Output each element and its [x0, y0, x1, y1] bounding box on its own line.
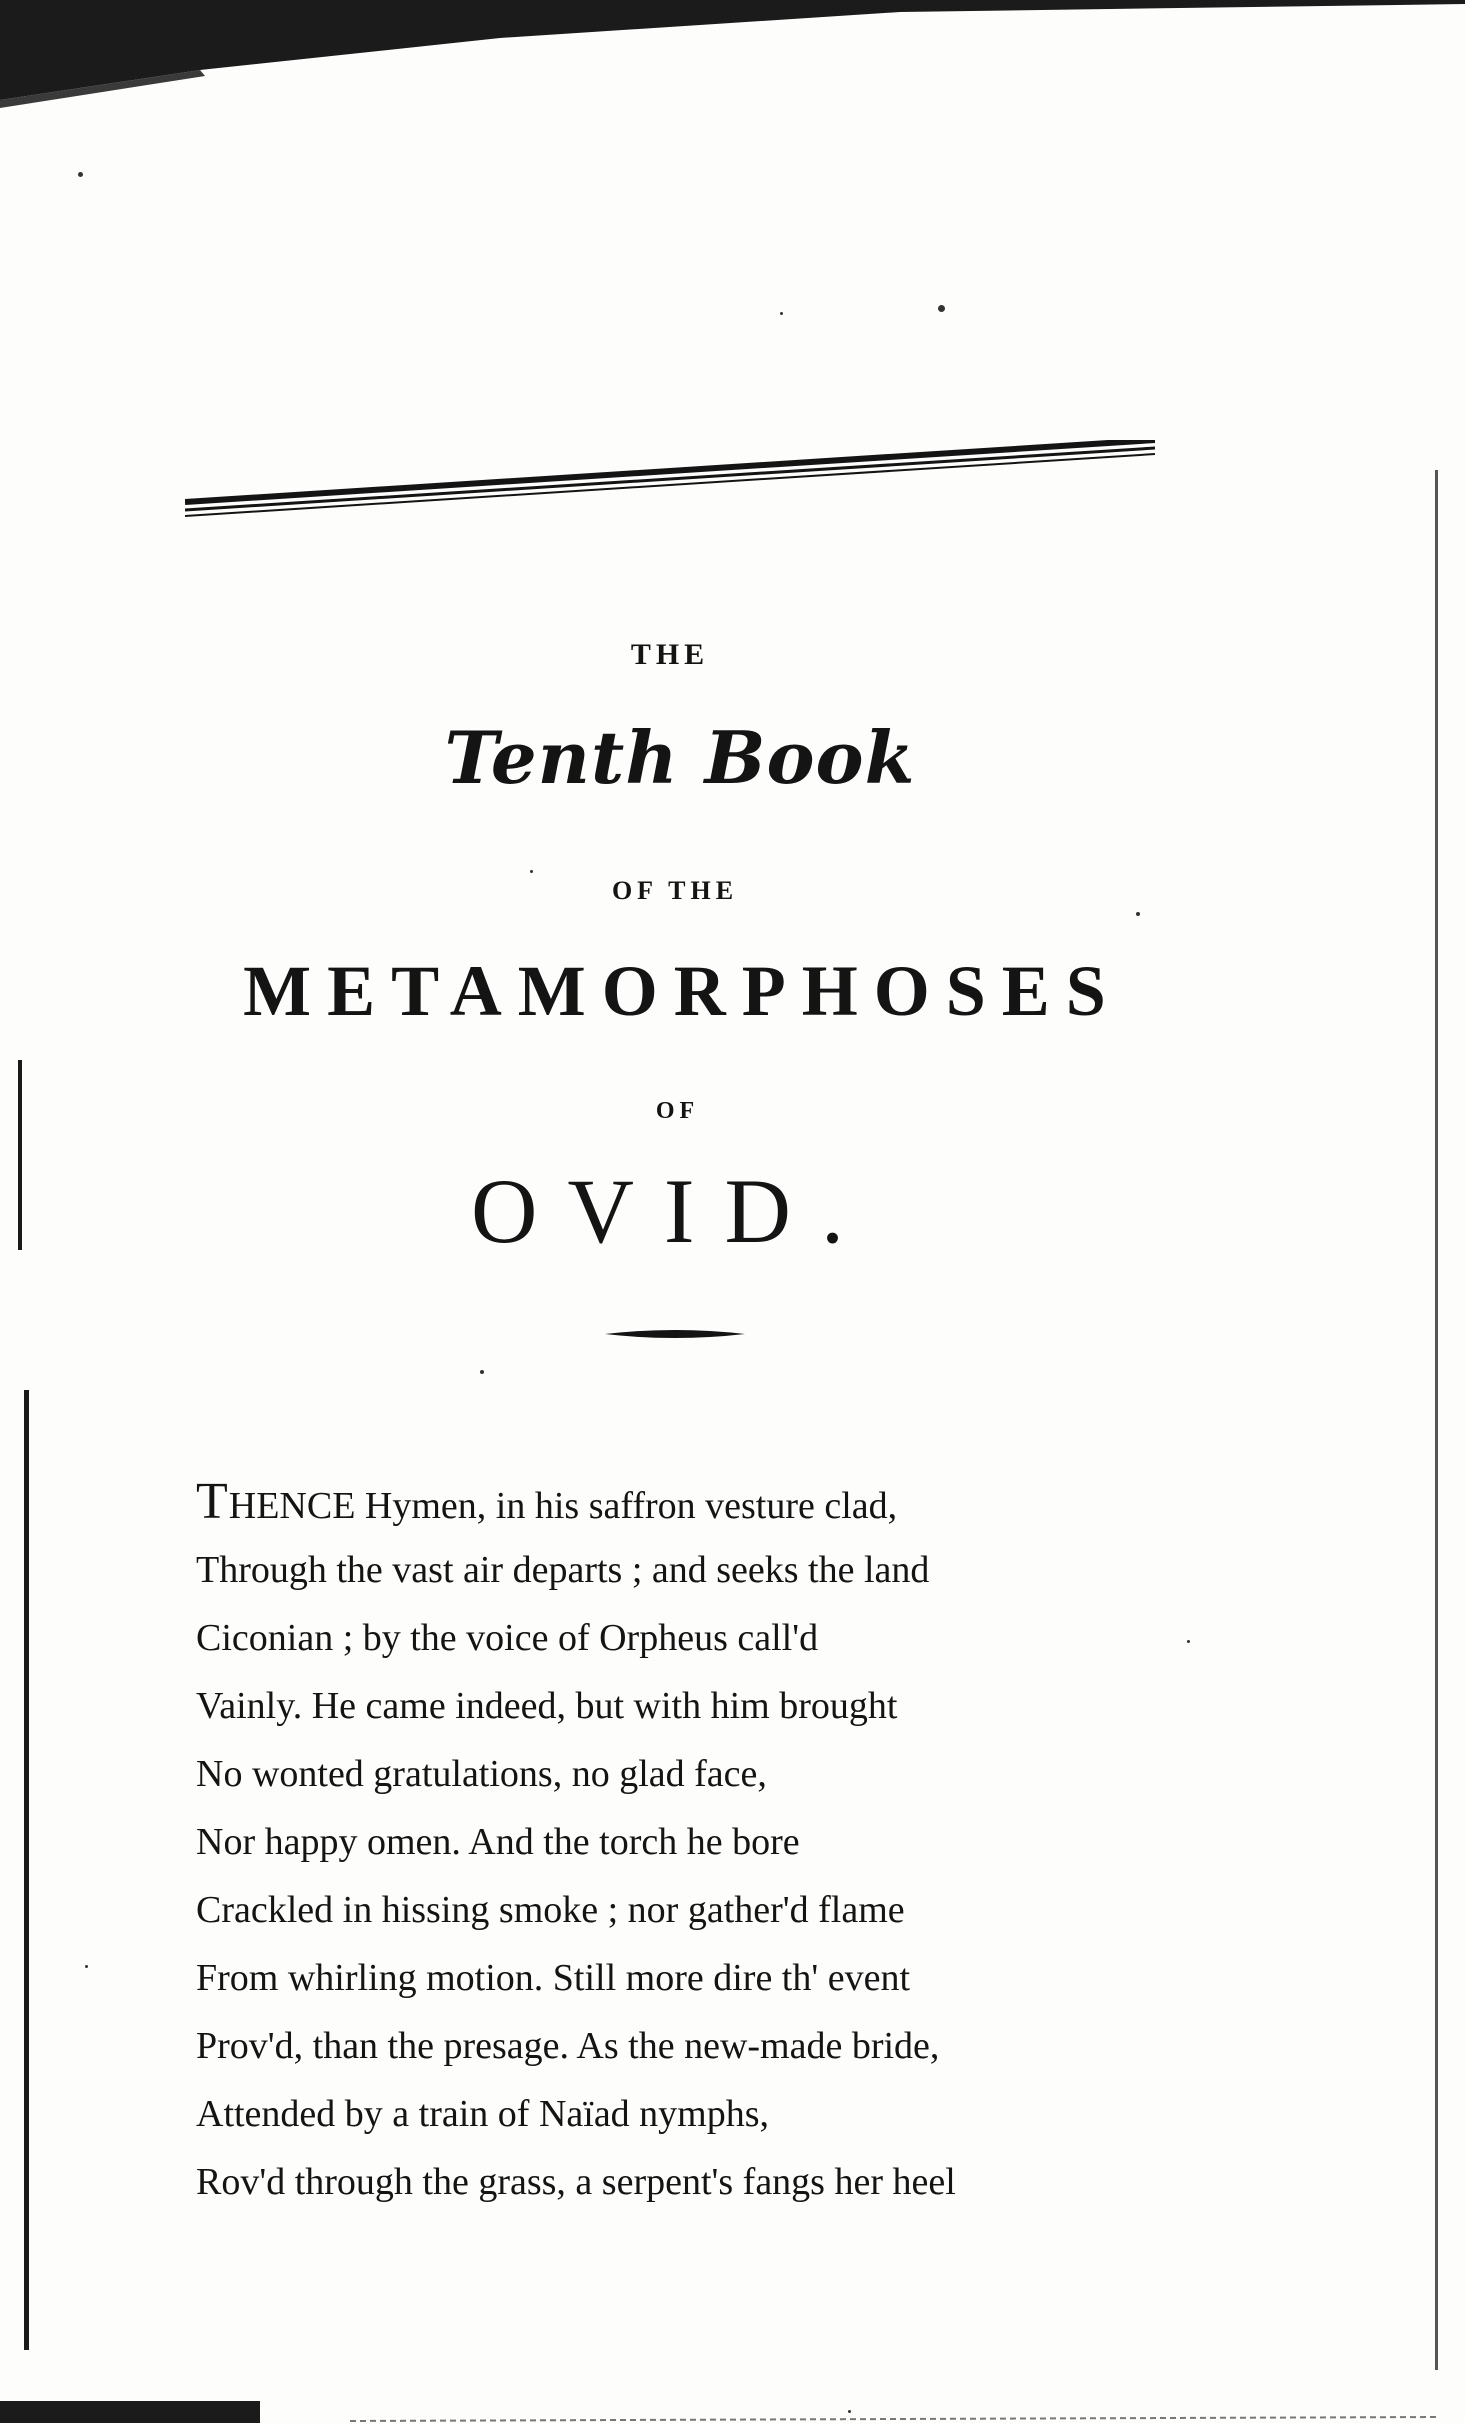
poem-line: No wonted gratulations, no glad face, — [196, 1753, 767, 1795]
heading-of: OF — [655, 1098, 700, 1124]
heading-ovid: OVID. — [471, 1160, 874, 1262]
first-line-rest: Hymen, in his saffron vesture clad, — [355, 1485, 898, 1527]
poem-text — [196, 1468, 1196, 2216]
scan-speck — [85, 1965, 88, 1968]
scan-speck — [530, 870, 533, 873]
drop-initial: T — [196, 1473, 229, 1530]
poem-line: Nor happy omen. And the torch he bore — [196, 1821, 800, 1863]
poem-line: Attended by a train of Naïad nymphs, — [196, 2093, 770, 2135]
heading-tenth-book: Tenth Book — [444, 715, 916, 800]
scan-speck — [780, 312, 783, 315]
scan-speck — [78, 172, 83, 177]
first-word-rest: HENCE — [228, 1485, 356, 1527]
scan-top-edge — [0, 0, 1465, 110]
scan-bottom-edge — [0, 2385, 1465, 2423]
poem-line: Through the vast air departs ; and seeks the land — [196, 1549, 930, 1591]
poem-line: Crackled in hissing smoke ; nor gather'd flame — [196, 1889, 905, 1931]
poem-line: Prov'd, than the presage. As the new-made bride, — [196, 2025, 940, 2067]
poem-line: Vainly. He came indeed, but with him brought — [196, 1685, 898, 1727]
poem-line: Rov'd through the grass, a serpent's fangs her heel — [196, 2161, 956, 2203]
double-rule-ornament — [185, 440, 1155, 520]
scan-speck — [1187, 1640, 1190, 1643]
scan-speck — [480, 1370, 484, 1374]
poem-line: Ciconian ; by the voice of Orpheus call'd — [196, 1617, 819, 1659]
heading-the: THE — [630, 638, 710, 671]
poem-line: From whirling motion. Still more dire th' event — [196, 1957, 911, 1999]
scan-right-line — [1435, 470, 1438, 2370]
heading-metamorphoses: METAMORPHOSES — [243, 951, 1122, 1031]
scan-left-line-lower — [24, 1390, 29, 2350]
heading-of-the: OF THE — [611, 876, 739, 905]
tapered-rule-ornament — [605, 1322, 745, 1346]
scan-speck — [1136, 912, 1140, 916]
scan-speck — [938, 305, 945, 312]
poem-line — [196, 1468, 1196, 1536]
